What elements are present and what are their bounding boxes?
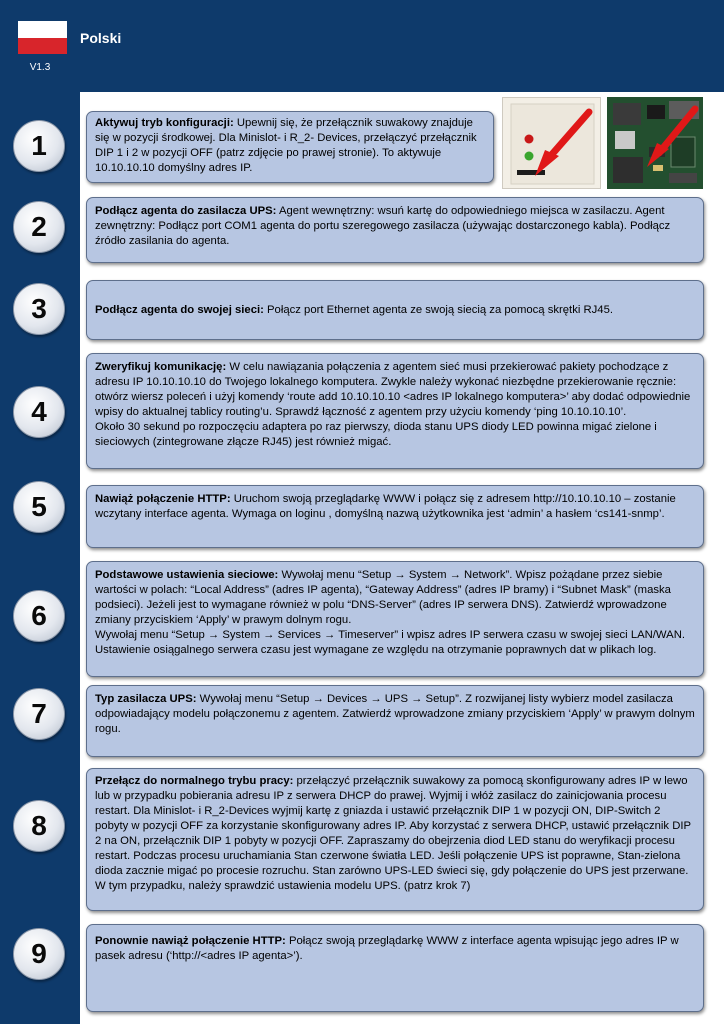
step-text: Połącz swoją przeglądarkę WWW z interface agenta wpisując jego adres IP w pasek adresu (‘http://<adres IP agenta>’).: [95, 935, 679, 962]
step-title: Podłącz agenta do swojej sieci:: [95, 303, 264, 316]
step-title: Zweryfikuj komunikację:: [95, 361, 227, 373]
circuit-board-photo: [607, 97, 703, 189]
step-number-9: 9: [13, 928, 65, 980]
step-text: Agent wewnętrzny: wsuń kartę do odpowiedniego miejsca w zasilaczu. Agent zewnętrzny: Podłącz port COM1 agenta do portu szeregowego zasilacza (używając dostarczonego kabla). Podłącz źródło zasilania do agenta.: [95, 205, 671, 247]
step-box-1: [86, 111, 494, 183]
step-title: Nawiąż połączenie HTTP:: [95, 493, 231, 505]
step-title: Podstawowe ustawienia sieciowe:: [95, 569, 279, 581]
step-number-3: 3: [13, 283, 65, 335]
step-number-7: 7: [13, 688, 65, 740]
step-text: przełączyć przełącznik suwakowy za pomocą skonfigurowany adres IP w lewo lub w przypadku pobierania adresu IP z serwera DHCP do prawej. Wyjmij i włóż zasilacz do zainicjowania procesu restart. Dla Minislot- i R_2-Devices wyjmij kartę z gniazda i ustawić przełącznik DIP 1 w pozycji ON, DIP-Switch 2 pobyty w pozycji OFF za korzystanie skonfigurowany adres IP. Aby korzystać z serwera DHCP, ustawić przełącznik DIP 2 na ON, przełącznik DIP 1 pobyty w pozycji OFF. Zapraszamy do obejrzenia diod LED stanu do weryfikacji procesu restart. Podczas procesu uruchamiania Stan czerwone światła LED. Jeśli połączenie UPS ist poprawne, Stan-zielona dioda zacznie migać po procesie rozruchu. Stan zarówno UPS-LED świeci się, gdy połączenie do UPS jest przerwane. W tym przypadku, należy sprawdzić ustawienia modelu UPS. (patrz krok 7): [95, 775, 691, 892]
poland-flag-icon: [18, 21, 67, 54]
step-number-4: 4: [13, 386, 65, 438]
step-title: Typ zasilacza UPS:: [95, 693, 197, 705]
version-label: V1.3: [29, 62, 51, 73]
step-title: Podłącz agenta do zasilacza UPS:: [95, 205, 277, 217]
step-text: W celu nawiązania połączenia z agentem sieć musi przekierować pakiety pochodzące z adresu IP 10.10.10.10 do Twojego lokalnego komputera. Zwykle należy wykonać niezbędne przekierowanie ręcznie: otwórz wiersz poleceń i użyj komendy ‘route add 10.10.10.10 <adres IP lokalnego komputera>’ aby dodać odpowiednie wpisy do aktualnej tablicy routing’u. Sprawdź łączność z agentem przy użyciu komendy ‘ping 10.10.10.10’.: [95, 361, 691, 418]
step-text-2: Wywołaj menu “Setup → System → Services → Timeserver” i wpisz adres IP serwera czasu w swojej sieci LAN/WAN. Ustawienie osiągalnego serwera czasu jest wymagane ze względu na otrzymanie poprawnych dat w plikach log.: [95, 629, 686, 656]
led-panel-photo: [502, 97, 601, 189]
step-box-5: [86, 485, 704, 548]
step-text-2: Około 30 sekund po rozpoczęciu adaptera po raz pierwszy, dioda stanu UPS diody LED powinna migać zielone i sieciowych (zintegrowane złącze RJ45) jest również migać.: [95, 421, 657, 448]
step-box-7: [86, 685, 704, 757]
step-number-8: 8: [13, 800, 65, 852]
step-text: Wywołaj menu “Setup → System → Network”. Wpisz pożądane przez siebie wartości w polach: “Local Address” (adres IP agenta), “Gateway Address” (adres IP bramy) i “Subnet Mask” (maska podsieci). Jeżeli jest to wymagane również w polu “DNS-Server” (adres IP serwera DNS). Zatwierdź wprowadzone zmiany przyciskiem ‘Apply’ w prawym dolnym rogu.: [95, 569, 671, 626]
step-number-5: 5: [13, 481, 65, 533]
step-box-8: [86, 768, 704, 911]
step-text: Upewnij się, że przełącznik suwakowy znajduje się w pozycji środkowej. Dla Minislot- i R_2- Devices, przełączyć przełącznik DIP 1 i 2 w pozycji OFF (patrz zdjęcie po prawej stronie). To aktywuje 10.10.10.10 domyślny adres IP.: [95, 117, 477, 174]
step-title: Aktywuj tryb konfiguracji:: [95, 117, 234, 129]
language-title: Polski: [80, 30, 122, 46]
step-title: Ponownie nawiąż połączenie HTTP:: [95, 935, 286, 947]
step-box-3: [86, 280, 704, 340]
step-text: Wywołaj menu “Setup → Devices → UPS → Setup”. Z rozwijanej listy wybierz model zasilacza odpowiadający modelu połączonemu z agentem. Zatwierdź wprowadzone zmiany przyciskiem ‘Apply’ w prawym dolnym rogu.: [95, 693, 695, 735]
step-text: Połącz port Ethernet agenta ze swoją siecią za pomocą skrętki RJ45.: [263, 303, 613, 316]
step-box-4: [86, 353, 704, 469]
header-bar: [80, 0, 724, 92]
step-text: Uruchom swoją przeglądarkę WWW i połącz się z adresem http://10.10.10.10 – zostanie wczytany interface agenta. Wymaga on loginu , domyślną nazwą użytkownika jest ‘admin’ a hasłem ‘cs141-snmp’.: [95, 493, 676, 520]
step-title: Przełącz do normalnego trybu pracy:: [95, 775, 294, 787]
step-number-2: 2: [13, 201, 65, 253]
step-box-2: [86, 197, 704, 263]
step-number-6: 6: [13, 590, 65, 642]
step-box-9: [86, 924, 704, 1012]
step-number-1: 1: [13, 120, 65, 172]
step-box-6: [86, 561, 704, 677]
